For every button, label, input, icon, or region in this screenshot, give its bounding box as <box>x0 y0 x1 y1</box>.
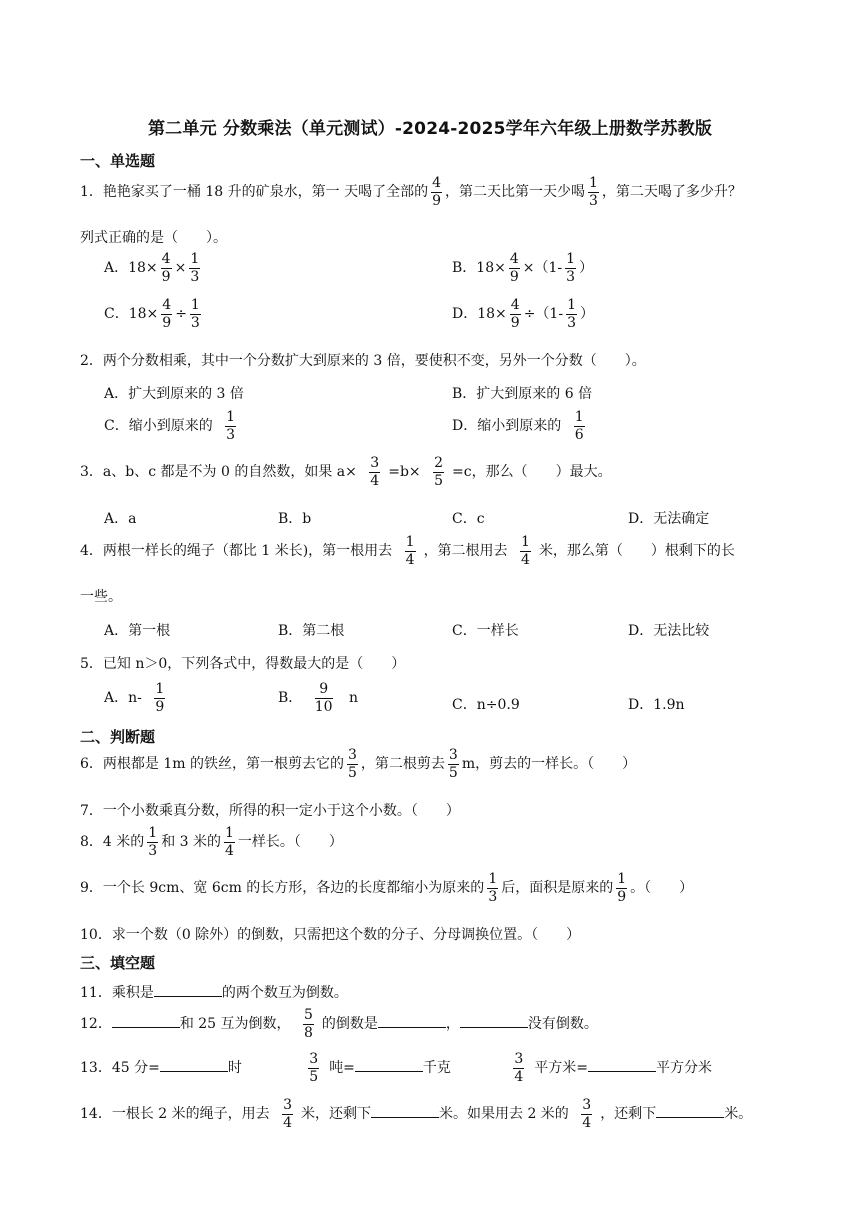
answer-blank[interactable] <box>160 1059 228 1072</box>
section-heading-fill-blank: 三、填空题 <box>80 954 156 972</box>
question-6 <box>80 748 636 780</box>
denominator: 5 <box>309 1068 319 1085</box>
fraction <box>303 1008 314 1040</box>
denominator: 9 <box>162 314 172 331</box>
question-text: 的两个数互为倒数。 <box>221 985 348 1001</box>
numerator: 3 <box>309 1051 319 1067</box>
question-text: 米，那么第（ ）根剩下的长 <box>538 543 735 560</box>
fraction <box>520 535 531 567</box>
option-text: C．18× <box>104 306 159 323</box>
option-text: n <box>349 690 359 707</box>
numerator: 4 <box>432 175 441 191</box>
question-text: ，第二根用去 <box>423 543 508 560</box>
answer-blank[interactable] <box>460 1015 528 1028</box>
question-text: 的倒数是 <box>321 1016 378 1033</box>
q3-option-a[interactable]: A．a <box>104 511 137 527</box>
question-text: ，第二根剪去 <box>360 756 445 773</box>
fraction <box>513 1052 524 1084</box>
option-text: A．18× <box>104 260 158 277</box>
denominator: 4 <box>370 472 380 489</box>
denominator: 3 <box>567 314 576 331</box>
denominator: 9 <box>509 268 519 285</box>
question-text: ，还剩下 <box>600 1106 657 1123</box>
q1-option-b[interactable] <box>452 252 593 284</box>
question-text: 11．乘积是 <box>80 985 154 1001</box>
fraction <box>190 298 201 330</box>
question-8 <box>80 826 343 858</box>
question-text: 8．4 米的 <box>80 834 145 851</box>
answer-blank[interactable] <box>112 1015 180 1028</box>
question-7: 7．一个小数乘真分数，所得的积一定小于这个小数。（ ） <box>80 803 460 819</box>
denominator: 9 <box>155 698 165 715</box>
fraction <box>225 410 236 442</box>
q4-option-d[interactable]: D．无法比较 <box>628 623 710 639</box>
denominator: 10 <box>314 698 333 715</box>
numerator: 1 <box>488 871 498 887</box>
option-text: ÷（1- <box>523 306 564 323</box>
question-text: ，第二天喝了多少升？ <box>601 184 742 201</box>
denominator: 4 <box>582 1114 592 1131</box>
q4-option-a[interactable]: A．第一根 <box>104 623 171 639</box>
fraction <box>315 682 333 714</box>
page-title: 第二单元 分数乘法（单元测试）-2024-2025学年六年级上册数学苏教版 <box>147 119 713 139</box>
question-text: 米。如果用去 2 米的 <box>439 1106 569 1123</box>
fraction <box>487 872 498 904</box>
question-text: 1．艳艳家买了一桶 18 升的矿泉水，第一 天喝了全部的 <box>80 184 429 201</box>
denominator: 3 <box>566 268 576 285</box>
question-10: 10．求一个数（0 除外）的倒数，只需把这个数的分子、分母调换位置。（ ） <box>80 927 581 943</box>
q5-option-b[interactable] <box>278 682 358 714</box>
numerator: 3 <box>283 1097 292 1113</box>
question-text: 米，还剩下 <box>301 1106 371 1123</box>
fraction <box>448 748 459 780</box>
fraction <box>565 252 576 284</box>
fraction <box>154 682 165 714</box>
question-1-stem <box>80 176 742 208</box>
denominator: 4 <box>405 551 415 568</box>
question-text: ，第二天比第一天少喝 <box>445 184 585 201</box>
question-text: =b× <box>388 464 421 481</box>
q3-option-b[interactable]: B．b <box>278 511 312 527</box>
denominator: 8 <box>304 1024 313 1041</box>
question-text: 12． <box>80 1016 112 1033</box>
question-text: 9．一个长 9cm、宽 6cm 的长方形，各边的长度都缩小为原来的 <box>80 880 485 897</box>
numerator: 1 <box>148 825 158 841</box>
section-heading-single-choice: 一、单选题 <box>80 152 156 170</box>
numerator: 1 <box>225 825 234 841</box>
question-text: 时 <box>227 1060 242 1077</box>
option-text: B． <box>278 690 303 707</box>
question-text: 没有倒数。 <box>527 1016 598 1033</box>
denominator: 5 <box>348 764 357 781</box>
fraction <box>347 748 358 780</box>
q2-option-b[interactable]: B．扩大到原来的 6 倍 <box>452 386 593 402</box>
answer-blank[interactable] <box>378 1015 446 1028</box>
numerator: 3 <box>582 1097 592 1113</box>
answer-blank[interactable] <box>355 1059 423 1072</box>
q2-option-a[interactable]: A．扩大到原来的 3 倍 <box>104 386 244 402</box>
fraction <box>282 1098 293 1130</box>
numerator: 4 <box>510 297 520 313</box>
q3-option-c[interactable]: C．c <box>452 511 485 527</box>
numerator: 1 <box>226 409 236 425</box>
denominator: 4 <box>521 551 530 568</box>
numerator: 1 <box>567 297 576 313</box>
fraction <box>574 410 585 442</box>
denominator: 3 <box>589 192 598 209</box>
denominator: 3 <box>226 426 236 443</box>
question-text: =c，那么（ ）最大。 <box>452 464 612 481</box>
numerator: 1 <box>617 871 627 887</box>
fraction <box>566 298 577 330</box>
numerator: 9 <box>315 682 333 699</box>
question-text: 米。 <box>724 1106 753 1123</box>
denominator: 3 <box>190 268 200 285</box>
question-3-stem <box>80 456 612 488</box>
option-text: ） <box>579 260 594 277</box>
numerator: 2 <box>434 455 444 471</box>
question-4-stem-cont: 一些。 <box>80 589 122 605</box>
numerator: 3 <box>348 747 357 763</box>
option-text: A．n- <box>104 690 142 707</box>
numerator: 1 <box>190 297 200 313</box>
fraction <box>161 252 172 284</box>
question-text: 后，面积是原来的 <box>501 880 614 897</box>
question-text: 4．两根一样长的绳子（都比 1 米长)，第一根用去 <box>80 543 393 560</box>
denominator: 9 <box>432 192 441 209</box>
option-text: D．缩小到原来的 <box>452 418 562 435</box>
question-text: 6．两根都是 1m 的铁丝，第一根剪去它的 <box>80 756 344 773</box>
option-text: B．18× <box>452 260 506 277</box>
numerator: 1 <box>405 534 415 550</box>
fraction <box>308 1052 319 1084</box>
fraction <box>405 535 416 567</box>
numerator: 3 <box>514 1051 524 1067</box>
fraction <box>189 252 200 284</box>
question-11 <box>80 982 348 1002</box>
fraction <box>431 176 442 208</box>
numerator: 3 <box>370 455 380 471</box>
numerator: 3 <box>448 747 458 763</box>
answer-blank[interactable] <box>588 1059 656 1072</box>
answer-blank[interactable] <box>371 1105 439 1118</box>
numerator: 4 <box>161 251 171 267</box>
option-text: ） <box>580 306 594 323</box>
question-2-stem: 2．两个分数相乘，其中一个分数扩大到原来的 3 倍，要使积不变，另外一个分数（ ）。 <box>80 353 646 369</box>
question-text: 千克 <box>422 1060 451 1077</box>
fraction <box>581 1098 592 1130</box>
fraction <box>433 456 444 488</box>
fraction <box>588 176 599 208</box>
question-12 <box>80 1008 598 1040</box>
question-text: 平方分米 <box>656 1060 713 1077</box>
answer-blank[interactable] <box>656 1105 724 1118</box>
question-13 <box>80 1052 712 1084</box>
option-text: ×（1- <box>522 260 563 277</box>
denominator: 3 <box>488 888 498 905</box>
numerator: 4 <box>162 297 172 313</box>
fraction <box>161 298 172 330</box>
question-text: 14．一根长 2 米的绳子，用去 <box>80 1106 270 1123</box>
q4-option-b[interactable]: B．第二根 <box>278 623 345 639</box>
answer-blank[interactable] <box>154 984 222 997</box>
denominator: 4 <box>225 842 234 859</box>
fraction <box>369 456 380 488</box>
q1-option-d[interactable] <box>452 298 594 330</box>
fraction <box>509 252 520 284</box>
question-text: 和 25 互为倒数， <box>179 1016 291 1033</box>
question-text: 。（ ） <box>630 880 694 897</box>
q2-option-d[interactable] <box>452 410 588 442</box>
numerator: 1 <box>155 681 165 697</box>
numerator: 5 <box>304 1007 313 1023</box>
question-text: 13．45 分= <box>80 1060 160 1077</box>
denominator: 4 <box>514 1068 524 1085</box>
fraction <box>224 826 235 858</box>
question-text: 和 3 米的 <box>161 834 221 851</box>
question-text: 吨= <box>329 1060 355 1077</box>
denominator: 5 <box>448 764 458 781</box>
question-9 <box>80 872 693 904</box>
q5-option-c[interactable]: C．n÷0.9 <box>452 697 520 713</box>
question-text: 3．a、b、c 都是不为 0 的自然数，如果 a× <box>80 464 357 481</box>
q2-option-c[interactable] <box>104 410 239 442</box>
question-5-stem: 5．已知 n＞0，下列各式中，得数最大的是（ ） <box>80 656 406 672</box>
numerator: 1 <box>190 251 200 267</box>
numerator: 1 <box>566 251 576 267</box>
numerator: 1 <box>574 409 584 425</box>
fraction <box>616 872 627 904</box>
denominator: 6 <box>574 426 584 443</box>
q1-option-a[interactable] <box>104 252 203 284</box>
fraction <box>147 826 158 858</box>
q5-option-a[interactable] <box>104 682 168 714</box>
section-heading-true-false: 二、判断题 <box>80 728 156 746</box>
fraction <box>510 298 521 330</box>
option-text: C．缩小到原来的 <box>104 418 213 435</box>
denominator: 9 <box>617 888 627 905</box>
denominator: 9 <box>510 314 520 331</box>
q1-option-c[interactable] <box>104 298 204 330</box>
numerator: 1 <box>589 175 598 191</box>
denominator: 9 <box>161 268 171 285</box>
denominator: 4 <box>283 1114 292 1131</box>
q4-option-c[interactable]: C．一样长 <box>452 623 519 639</box>
question-14 <box>80 1098 752 1130</box>
question-4-stem <box>80 535 735 567</box>
numerator: 4 <box>509 251 519 267</box>
question-text: m，剪去的一样长。（ ） <box>461 756 637 773</box>
denominator: 3 <box>190 314 200 331</box>
option-text: × <box>174 260 187 277</box>
question-text: 一样长。（ ） <box>237 834 343 851</box>
question-1-stem-cont: 列式正确的是（ ）。 <box>80 230 227 246</box>
q5-option-d[interactable]: D．1.9n <box>628 697 685 713</box>
q3-option-d[interactable]: D．无法确定 <box>628 511 710 527</box>
numerator: 1 <box>521 534 530 550</box>
option-text: D．18× <box>452 306 507 323</box>
question-text: 平方米= <box>534 1060 589 1077</box>
question-text: ， <box>445 1016 460 1033</box>
option-text: ÷ <box>175 306 187 323</box>
denominator: 5 <box>434 472 444 489</box>
denominator: 3 <box>148 842 158 859</box>
